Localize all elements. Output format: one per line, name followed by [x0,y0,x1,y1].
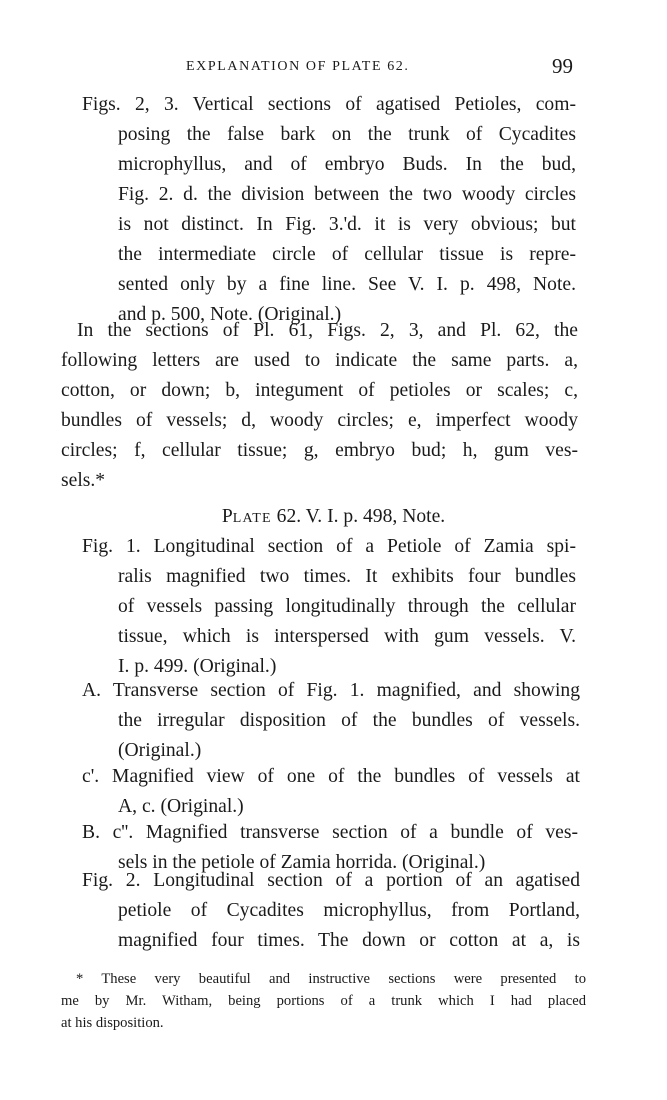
letters-line: cotton, or down; b, integument of petioles or scales; c, [61,380,578,401]
figs23-line: and p. 500, Note. (Original.) [118,304,342,325]
letters-line: following letters are used to indicate the same parts. a, [61,350,578,371]
letters-line: bundles of vessels; d, woody circles; e, imperfect woody [61,410,578,431]
fig1-line: Fig. 1. Longitudinal section of a Petiole of Zamia spi- [82,536,576,557]
figs23-line: microphyllus, and of embryo Buds. In the bud, [118,154,576,175]
itemA-line: the irregular disposition of the bundles of vessels. [118,710,580,731]
footnote-line: at his disposition. [61,1015,164,1031]
fig1-line: ralis magnified two times. It exhibits four bundles [118,566,576,587]
running-head [0,56,667,80]
figs23-line: Figs. 2, 3. Vertical sections of agatised Petioles, com- [82,94,576,115]
plate-heading-initial: P [221,506,233,527]
letters-line: In the sections of Pl. 61, Figs. 2, 3, and Pl. 62, the [77,320,578,341]
fig1-line: I. p. 499. (Original.) [118,656,277,677]
fig2-line: petiole of Cycadites microphyllus, from Portland, [118,900,580,921]
running-title: EXPLANATION OF PLATE 62. [186,59,410,74]
itemA-line: A. Transverse section of Fig. 1. magnified, and showing [82,680,580,701]
itemC-line: c'. Magnified view of one of the bundles of vessels at [82,766,580,787]
figs23-line: sented only by a fine line. See V. I. p. 498, Note. [118,274,576,295]
letters-line: circles; f, cellular tissue; g, embryo bud; h, gum ves- [61,440,578,461]
figs23-line: the intermediate circle of cellular tissue is repre- [118,244,576,265]
figs23-line: is not distinct. In Fig. 3.'d. it is very obvious; but [118,214,576,235]
plate-heading-ref: 62. V. I. p. 498, Note. [276,506,446,527]
footnote-line: * These very beautiful and instructive sections were presented to [76,971,586,987]
fig2-line: magnified four times. The down or cotton at a, is [118,930,580,951]
page-number: 99 [552,54,573,78]
footnote-line: me by Mr. Witham, being portions of a trunk which I had placed [61,993,586,1009]
letters-line: sels.* [61,470,106,491]
fig2-line: Fig. 2. Longitudinal section of a portion of an agatised [82,870,580,891]
itemB-line: sels in the petiole of Zamia horrida. (Original.) [118,852,486,873]
itemA-line: (Original.) [118,740,202,761]
plate-heading [0,502,667,534]
itemC-line: A, c. (Original.) [118,796,244,817]
itemB-line: B. c''. Magnified transverse section of a bundle of ves- [82,822,578,843]
fig1-line: tissue, which is interspersed with gum vessels. V. [118,626,576,647]
plate-heading-word: LATE [232,511,272,526]
figs23-line: Fig. 2. d. the division between the two woody circles [118,184,576,205]
figs23-line: posing the false bark on the trunk of Cycadites [118,124,576,145]
fig1-line: of vessels passing longitudinally through the cellular [118,596,576,617]
